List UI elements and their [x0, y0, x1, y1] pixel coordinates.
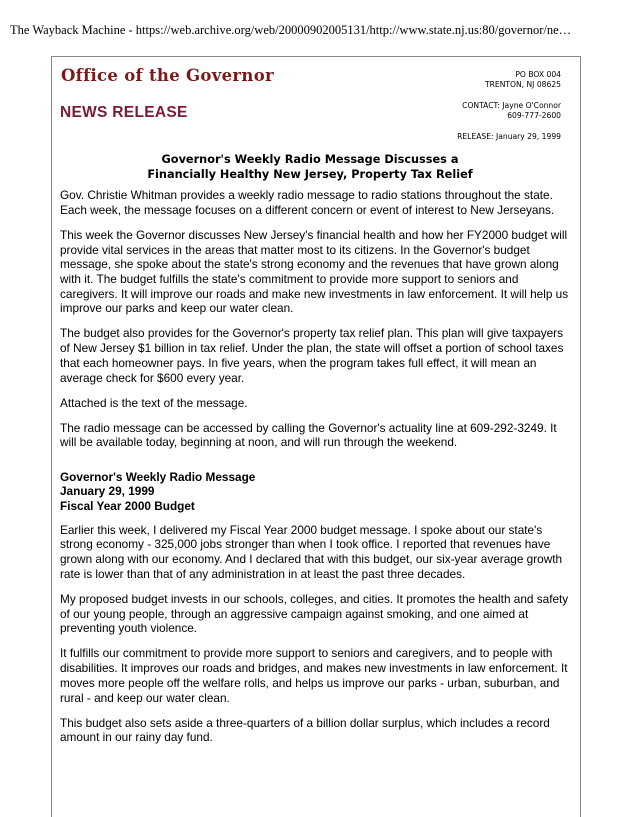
city-zip: TRENTON, NJ 08625	[484, 80, 561, 90]
radio-message-paragraph: This budget also sets aside a three-quarters of a billion dollar surplus, which includes a record amount in our rainy day fund.	[60, 715, 550, 745]
archive-header: The Wayback Machine - https://web.archive.org/web/20000902005131/http://www.state.nj.us:80/governor/ne…	[10, 23, 572, 37]
po-box: PO BOX 004	[515, 70, 561, 79]
contact-name: CONTACT: Jayne O'Connor	[462, 100, 561, 110]
radio-message-paragraph: My proposed budget invests in our schools, colleges, and cities. It promotes the health and safety of our young people, through an aggressive campaign against smoking, and one aimed at preventing youth violence.	[60, 591, 569, 636]
release-paragraph: The budget also provides for the Governor's property tax relief plan. This plan will give taxpayers of New Jersey $1 billion in tax relief. Under the plan, the state will offset a portion of school taxes that each homeowner pays. In five years, when the program takes full effect, it will mean an average check for $600 every year.	[60, 326, 564, 385]
news-release-label: NEWS RELEASE	[60, 104, 188, 121]
contact-phone: 609-777-2600	[507, 111, 561, 121]
headline-line-1: Governor's Weekly Radio Message Discusses a	[161, 153, 459, 166]
release-paragraph: The radio message can be accessed by calling the Governor's actuality line at 609-292-3249. It will be available today, beginning at noon, and will run through the weekend.	[60, 420, 557, 450]
release-paragraph: Attached is the text of the message.	[60, 395, 248, 410]
radio-message-subject: Fiscal Year 2000 Budget	[60, 498, 195, 513]
contact-block	[361, 70, 561, 142]
office-title: Office of the Governor	[61, 66, 275, 85]
release-paragraph: Gov. Christie Whitman provides a weekly radio message to radio stations throughout the state. Each week, the message focuses on a different concern or event of interest to New Jerseyans.	[60, 188, 555, 217]
release-body	[60, 188, 570, 755]
radio-message-heading	[60, 470, 570, 513]
release-paragraph: This week the Governor discusses New Jersey's financial health and how her FY2000 budget will provide vital services in the areas that matter most to its citizens. In the Governor's budget message, she spoke about the state's strong economy and the revenues that have grown along with it. The budget fulfills the state's commitment to provide more support to seniors and caregivers. It will improve our roads and make new investments in law enforcement. It will help us improve our parks and keep our water clean.	[60, 227, 569, 316]
radio-message-date: January 29, 1999	[60, 484, 155, 499]
release-date: RELEASE: January 29, 1999	[457, 131, 561, 141]
headline	[60, 152, 560, 182]
radio-message-paragraph: It fulfills our commitment to provide more support to seniors and caregivers, and to people with disabilities. It improves our roads and bridges, and makes new investments in law enforcement. It moves more people off the welfare rolls, and helps us improve our parks - urban, suburban, and rural - and keep our water clean.	[60, 646, 568, 705]
radio-message-paragraph: Earlier this week, I delivered my Fiscal Year 2000 budget message. I spoke about our state's strong economy - 325,000 jobs stronger than when I took office. I reported that revenues have grown along with our economy. And I declared that with this budget, our six-year average growth rate is lower than that of any administration in at least the past three decades.	[60, 522, 563, 581]
radio-message-title: Governor's Weekly Radio Message	[60, 470, 256, 485]
headline-line-2: Financially Healthy New Jersey, Property Tax Relief	[147, 168, 473, 181]
